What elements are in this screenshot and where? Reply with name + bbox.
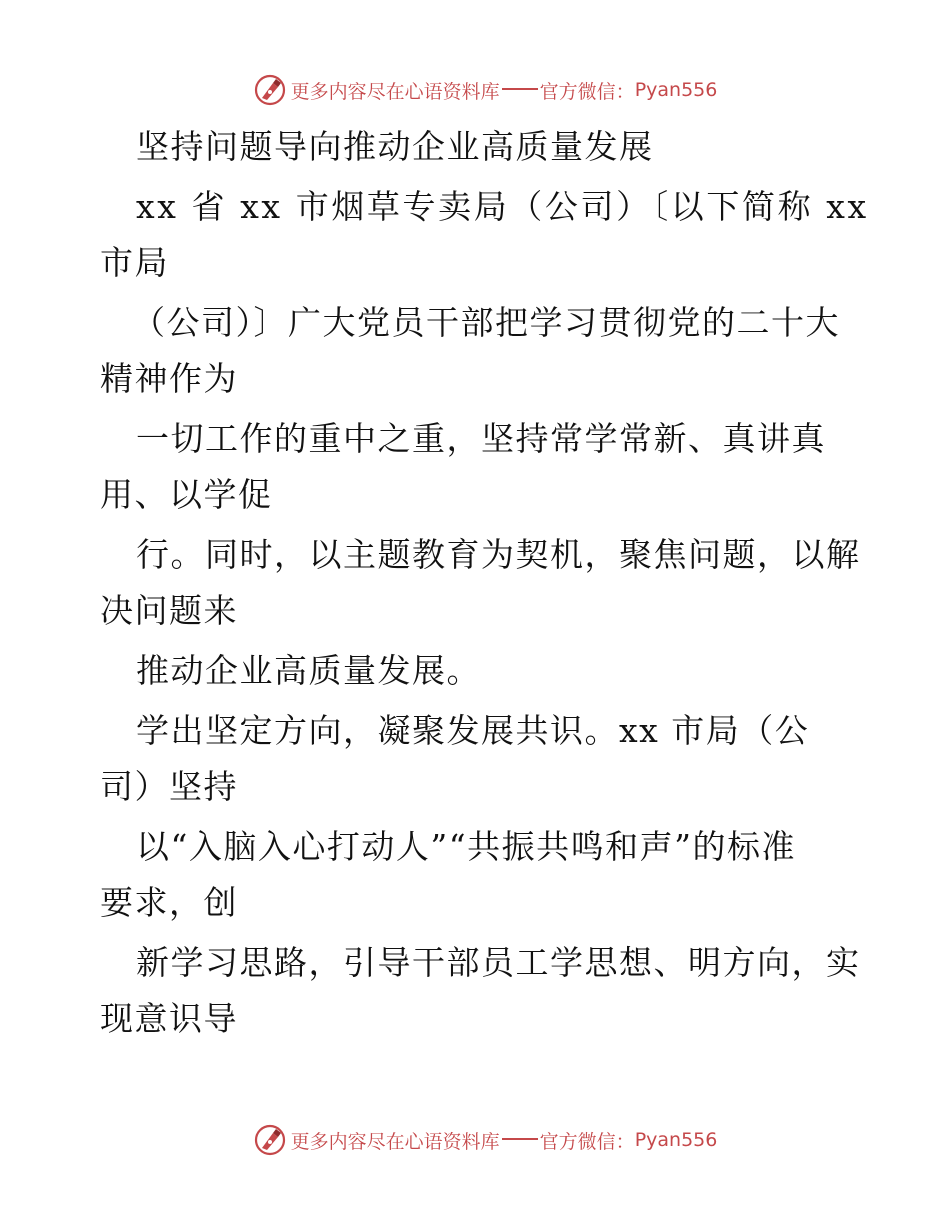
banner-dash [502,88,538,90]
banner-official-text: 官方微信： [539,1130,635,1153]
header-banner-content [253,73,718,107]
paragraph-line: 要求，创 [100,883,238,922]
footer-banner [0,1122,950,1158]
paragraph-line: 新学习思路，引导干部员工学思想、明方向，实 [136,943,861,982]
paragraph-line: 决问题来 [100,591,238,630]
paragraph-line: 用、以学促 [100,475,273,514]
paragraph-line: 市局 [100,243,169,282]
paragraph-line: xx 省 xx 市烟草专卖局（公司）〔以下简称 xx [136,187,869,226]
paragraph-line: 推动企业高质量发展。 [136,651,481,690]
paragraph-line: 行。同时，以主题教育为契机，聚焦问题，以解 [136,535,861,574]
paragraph-line: 精神作为 [100,359,238,398]
paragraph-line: 以“入脑入心打动人”“共振共鸣和声”的标准 [136,827,796,866]
paragraph-line: 一切工作的重中之重，坚持常学常新、真讲真 [136,419,826,458]
paragraph-line: 司）坚持 [100,767,238,806]
footer-banner-content [253,1123,718,1157]
paragraph-line: （公司）〕广大党员干部把学习贯彻党的二十大 [132,303,840,342]
document-title: 坚持问题导向推动企业高质量发展 [136,127,654,166]
paragraph-line: 现意识导 [100,999,238,1038]
paragraph-line: 学出坚定方向，凝聚发展共识。xx 市局（公 [136,711,810,750]
banner-main-text: 更多内容尽在心语资料库 [290,1130,500,1153]
header-banner [0,72,950,108]
banner-dash [502,1138,538,1140]
banner-main-text: 更多内容尽在心语资料库 [290,80,500,103]
banner-official-text: 官方微信： [539,80,635,103]
pen-nib-logo-icon [253,73,287,107]
pen-nib-logo-icon [253,1123,287,1157]
banner-account-text: Pyan556 [634,79,718,101]
banner-account-text: Pyan556 [634,1129,718,1151]
